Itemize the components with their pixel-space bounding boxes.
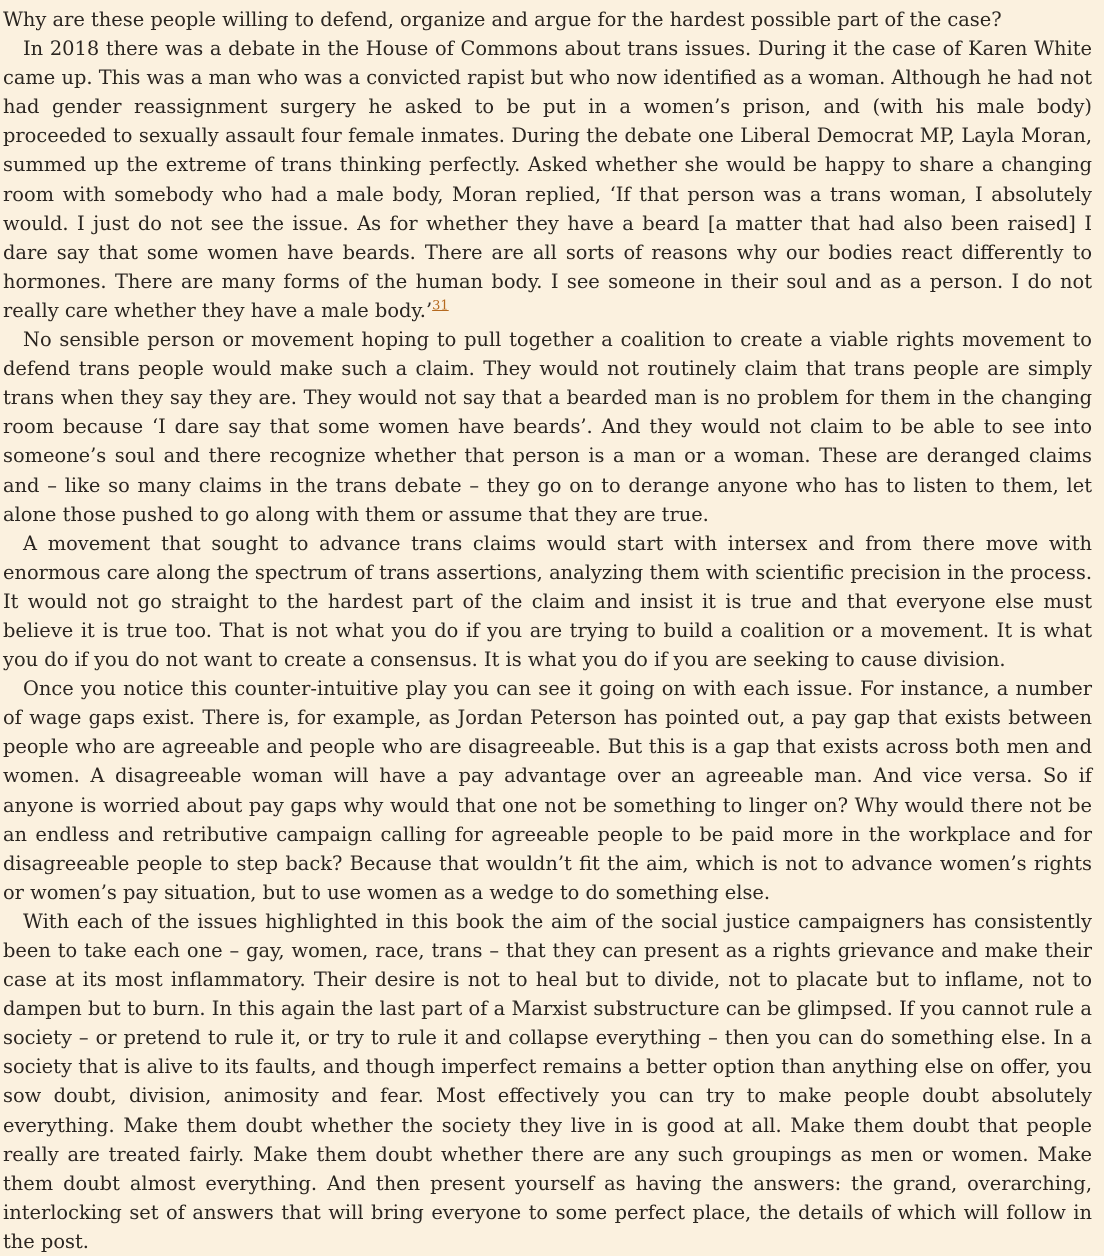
paragraph-5 [3,674,1092,907]
paragraph-4-text: A movement that sought to advance trans claims would start with intersex and from there move with enormous care along the spectrum of trans assertions, analyzing them with scientific precision in the process. It would not go straight to the hardest part of the claim and insist it is true and that everyone else must believe it is true too. That is not what you do if you are trying to build a coalition or a movement. It is what you do if you do not want to create a consensus. It is what you do if you are seeking to cause division. [3,531,1092,672]
paragraph-1 [3,5,1092,34]
paragraph-6-text: With each of the issues highlighted in this book the aim of the social justice campaigners has consistently been to take each one – gay, women, race, trans – that they can present as a rights grievance and make their case at its most inflammatory. Their desire is not to heal but to divide, not to placate but to inflame, not to dampen but to burn. In this again the last part of a Marxist substructure can be glimpsed. If you cannot rule a society – or pretend to rule it, or try to rule it and collapse everything – then you can do something else. In a society that is alive to its faults, and though imperfect remains a better option than anything else on offer, you sow doubt, division, animosity and fear. Most effectively you can try to make people doubt absolutely everything. Make them doubt whether the society they live in is good at all. Make them doubt that people really are treated fairly. Make them doubt whether there are any such groupings as men or women. Make them doubt almost everything. And then present yourself as having the answers: the grand, overarching, interlocking set of answers that will bring everyone to some perfect place, the details of which will follow in the post. [3,909,1092,1253]
paragraph-4 [3,529,1092,674]
footnote-reference-link[interactable]: 31 [432,298,449,314]
paragraph-6 [3,907,1092,1256]
paragraph-2-text: In 2018 there was a debate in the House of Commons about trans issues. During it the case of Karen White came up. This was a man who was a convicted rapist but who now identified as a woman. Although he had not had gender reassignment surgery he asked to be put in a women’s prison, and (with his male body) proceeded to sexually assault four female inmates. During the debate one Liberal Democrat MP, Layla Moran, summed up the extreme of trans thinking perfectly. Asked whether she would be happy to share a changing room with somebody who had a male body, Moran replied, ‘If that person was a trans woman, I absolutely would. I just do not see the issue. As for whether they have a beard [a matter that had also been raised] I dare say that some women have beards. There are all sorts of reasons why our bodies react differently to hormones. There are many forms of the human body. I see someone in their soul and as a person. I do not really care whether they have a male body.’ [3,37,1092,322]
paragraph-5-text: Once you notice this counter-intuitive play you can see it going on with each issue. For instance, a number of wage gaps exist. There is, for example, as Jordan Peterson has pointed out, a pay gap that exists between people who are agreeable and people who are disagreeable. But this is a gap that exists across both men and women. A disagreeable woman will have a pay advantage over an agreeable man. And vice versa. So if anyone is worried about pay gaps why would that one not be something to linger on? Why would there not be an endless and retributive campaign calling for agreeable people to be paid more in the workplace and for disagreeable people to step back? Because that wouldn’t fit the aim, which is not to advance women’s rights or women’s pay situation, but to use women as a wedge to do something else. [3,677,1092,904]
paragraph-3 [3,325,1092,529]
paragraph-3-text: No sensible person or movement hoping to pull together a coalition to create a viable rights movement to defend trans people would make such a claim. They would not routinely claim that trans people are simply trans when they say they are. They would not say that a bearded man is no problem for them in the changing room because ‘I dare say that some women have beards’. And they would not claim to be able to see into someone’s soul and there recognize whether that person is a man or a woman. These are deranged claims and – like so many claims in the trans debate – they go on to derange anyone who has to listen to them, let alone those pushed to go along with them or assume that they are true. [3,328,1092,526]
paragraph-1-text: Why are these people willing to defend, organize and argue for the hardest possible part of the case? [3,8,1002,31]
paragraph-2 [3,34,1092,325]
